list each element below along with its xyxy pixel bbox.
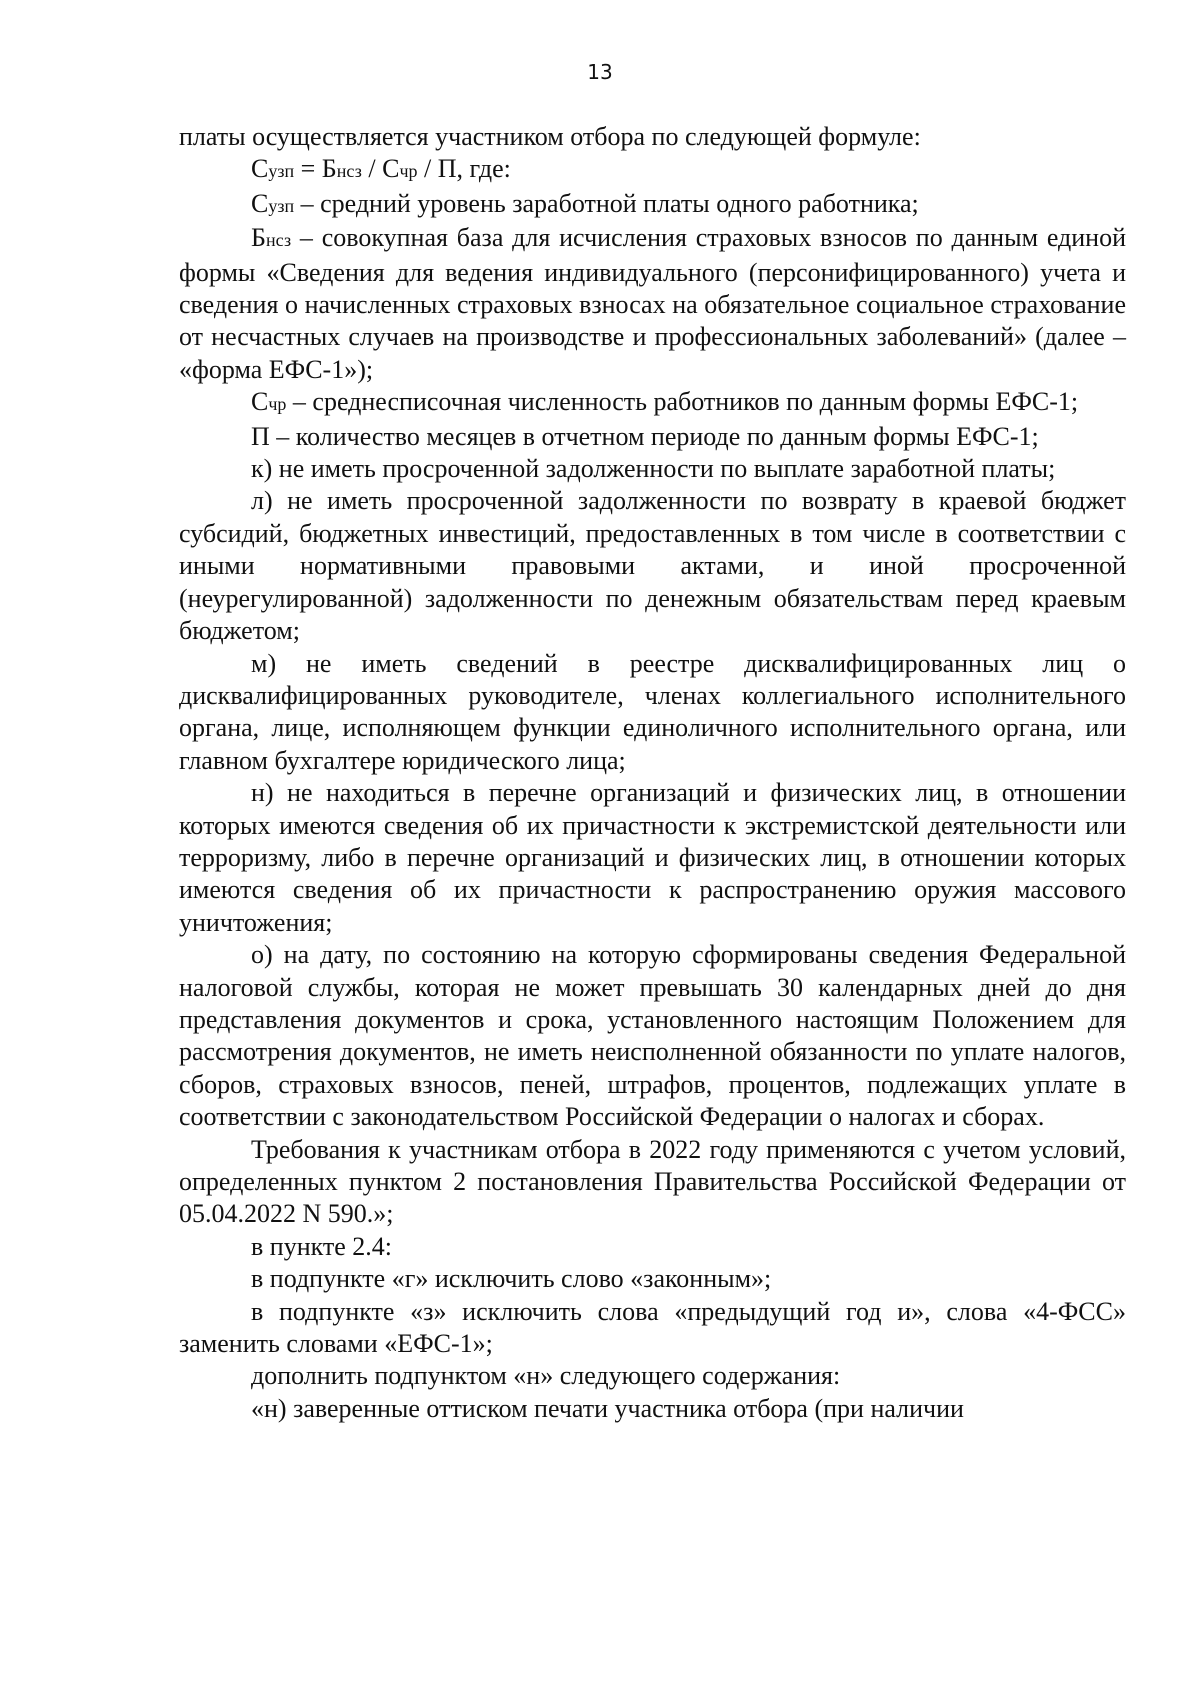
- definition-b: [179, 222, 1126, 386]
- paragraph-m: м) не иметь сведений в реестре дисквалифицированных лиц о дисквалифицированных руководителе, членах коллегиального исполнительного органа, лице, исполняющем функции единоличного исполнительного органа, или главном бухгалтере юридического лица;: [179, 648, 1126, 775]
- document-body: [179, 121, 1126, 1425]
- definition-c: [179, 386, 1126, 420]
- definition-s-text: – средний уровень заработной платы одного работника;: [294, 188, 919, 218]
- definition-s-subscript: узп: [268, 195, 295, 216]
- definition-p: П – количество месяцев в отчетном периоде по данным формы ЕФС-1;: [251, 421, 1039, 451]
- paragraph-point-2-4: в пункте 2.4:: [251, 1231, 393, 1261]
- definition-s: [179, 188, 1126, 222]
- page-number: 13: [587, 60, 613, 84]
- definition-c-symbol: С: [251, 387, 269, 417]
- formula-slash: /: [361, 154, 383, 184]
- paragraph-add-subpoint: дополнить подпунктом «н» следующего содержания:: [251, 1361, 841, 1391]
- formula-subscript-s: узп: [268, 161, 295, 182]
- definition-b-subscript: нсз: [265, 230, 292, 251]
- formula-tail: / П, где:: [417, 154, 511, 184]
- formula-subscript-c: чр: [399, 161, 418, 182]
- paragraph-l: л) не иметь просроченной задолженности по возврату в краевой бюджет субсидий, бюджетных инвестиций, предоставленных в том числе в соответствии с иными нормативными правовыми актами, и иной просроченной (неурегулированной) задолженности по денежным обязательствам перед краевым бюджетом;: [179, 486, 1126, 646]
- definition-b-symbol: Б: [251, 223, 266, 253]
- definition-s-symbol: С: [251, 188, 269, 218]
- paragraph-subpoint-g: в подпункте «г» исключить слово «законным»;: [251, 1264, 772, 1294]
- formula-symbol-s: С: [251, 154, 269, 184]
- formula-subscript-b: нсз: [336, 161, 362, 182]
- paragraph-requirements-2022: Требования к участникам отбора в 2022 году применяются с учетом условий, определенных пунктом 2 постановления Правительства Российской Федерации от 05.04.2022 N 590.»;: [179, 1134, 1126, 1229]
- paragraph-subpoint-n-start: «н) заверенные оттиском печати участника отбора (при наличии: [251, 1393, 964, 1423]
- definition-c-subscript: чр: [268, 394, 287, 415]
- formula-symbol-c: С: [382, 154, 400, 184]
- paragraph-formula-intro: платы осуществляется участником отбора по следующей формуле:: [179, 122, 921, 151]
- definition-c-text: – среднесписочная численность работников по данным формы ЕФС-1;: [286, 387, 1079, 417]
- paragraph-o: о) на дату, по состоянию на которую сформированы сведения Федеральной налоговой службы, которая не может превышать 30 календарных дней до дня представления документов и срока, установленного настоящим Положением для рассмотрения документов, не иметь неисполненной обязанности по уплате налогов, сборов, страховых взносов, пеней, штрафов, процентов, подлежащих уплате в соответствии с законодательством Российской Федерации о налогах и сборах.: [179, 940, 1126, 1132]
- definition-b-text: – совокупная база для исчисления страховых взносов по данным единой формы «Сведения для ведения индивидуального (персонифицированного) учета и сведения о начисленных страховых взносах на обязательное социальное страхование от несчастных случаев на производстве и профессиональных заболеваний» (далее – «форма ЕФС-1»);: [179, 223, 1126, 384]
- paragraph-subpoint-z: в подпункте «з» исключить слова «предыдущий год и», слова «4-ФСС» заменить словами «ЕФС-1»;: [179, 1296, 1126, 1359]
- paragraph-n: н) не находиться в перечне организаций и физических лиц, в отношении которых имеются сведения об их причастности к экстремистской деятельности или терроризму, либо в перечне организаций и физических лиц, в отношении которых имеются сведения об их причастности к распространению оружия массового уничтожения;: [179, 778, 1126, 937]
- formula-equals: =: [294, 154, 322, 184]
- paragraph-k: к) не иметь просроченной задолженности по выплате заработной платы;: [251, 454, 1056, 484]
- formula-symbol-b: Б: [321, 154, 337, 184]
- formula-line: [179, 153, 1126, 187]
